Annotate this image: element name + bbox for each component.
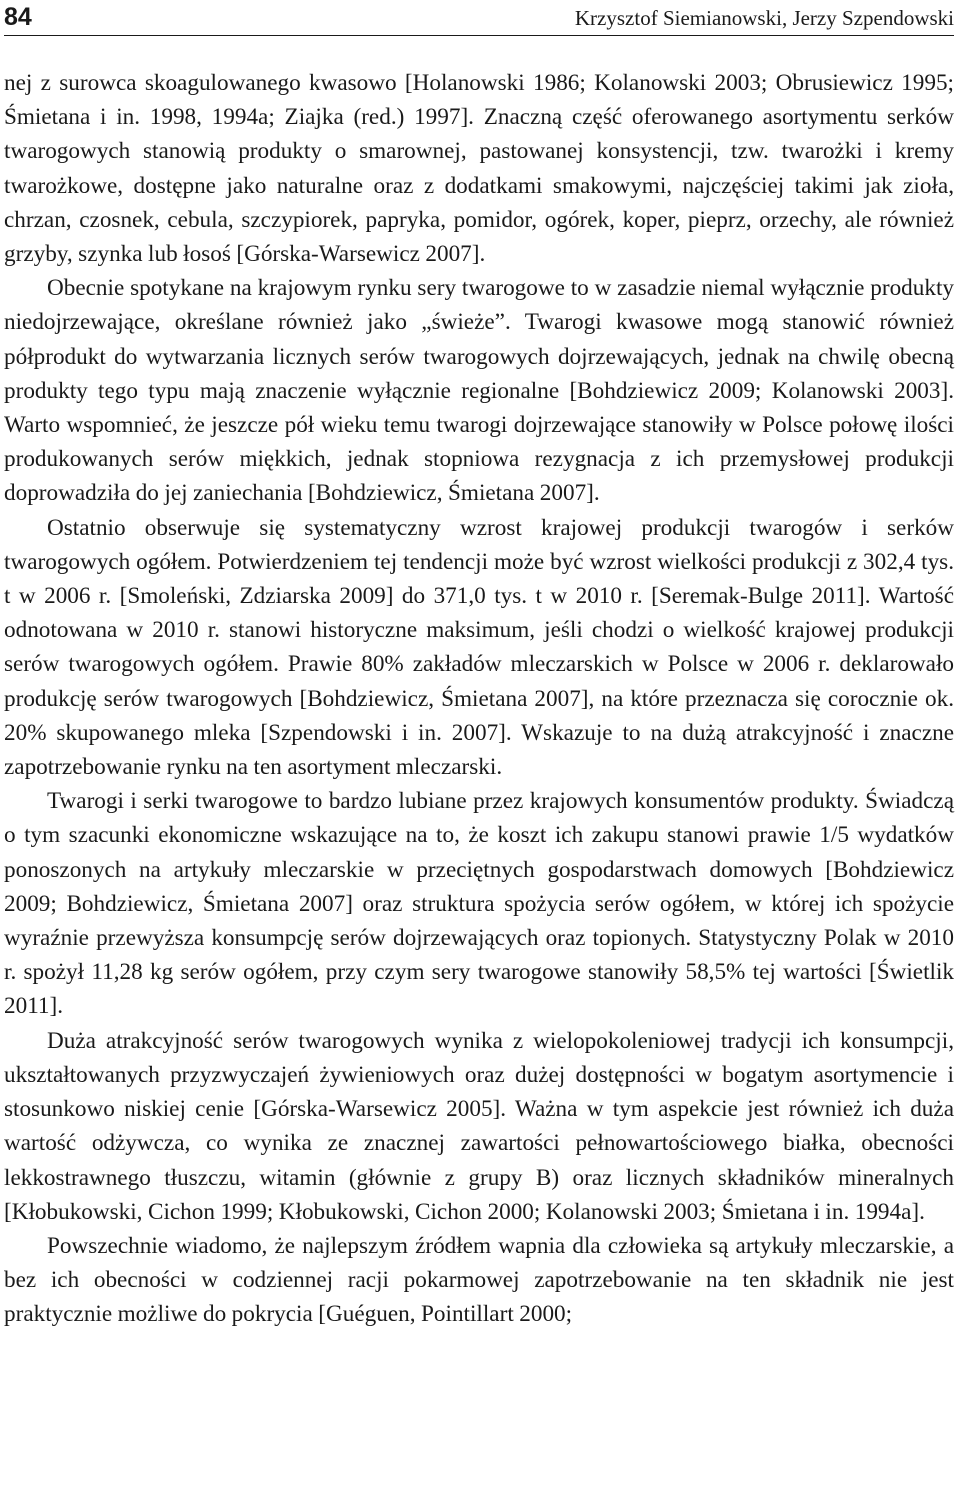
- paragraph: Duża atrakcyjność serów twarogowych wynika z wielopokoleniowej tradycji ich konsumpcji, ukształtowanych przyzwyczajeń żywieniowych oraz dużej dostępności w bogatym asortymencie i stosunkowo niskiej cenie [Górska-Warsewicz 2005]. Ważna w tym aspekcie jest również ich duża wartość odżywcza, co wynika ze znacznej zawartości pełnowartościowego białka, obecności lekkostrawnego tłuszczu, witamin (głównie z grupy B) oraz licznych składników mineralnych [Kłobukowski, Cichon 1999; Kłobukowski, Cichon 2000; Kolanowski 2003; Śmietana i in. 1994a].: [4, 1027, 954, 1225]
- paragraph: Ostatnio obserwuje się systematyczny wzrost krajowej produkcji twarogów i serków twarogowych ogółem. Potwierdzeniem tej tendencji może być wzrost wielkości produkcji z 302,4 tys. t w 2006 r. [Smoleński, Zdziarska 2009] do 371,0 tys. t w 2010 r. [Seremak-Bulge 2011]. Wartość odnotowana w 2010 r. stanowi historyczne maksimum, jeśli chodzi o wielkość krajowej produkcji serów twarogowych ogółem. Prawie 80% zakładów mleczarskich w Polsce w 2006 r. deklarowało produkcję serów twarogowych [Bohdziewicz, Śmietana 2007], na które przeznacza się corocznie ok. 20% skupowanego mleka [Szpendowski i in. 2007]. Wskazuje to na dużą atrakcyjność i znaczne zapotrzebowanie rynku na ten asortyment mleczarski.: [4, 514, 954, 781]
- running-header: [4, 0, 954, 36]
- paragraph: Obecnie spotykane na krajowym rynku sery twarogowe to w zasadzie niemal wyłącznie produkty niedojrzewające, określane również jako „świeże”. Twarogi kwasowe mogą stanowić również półprodukt do wytwarzania licznych serów twarogowych dojrzewających, jednak na chwilę obecną produkty tego typu mają znaczenie wyłącznie regionalne [Bohdziewicz 2009; Kolanowski 2003]. Warto wspomnieć, że jeszcze pół wieku temu twarogi dojrzewające stanowiły w Polsce połowę ilości produkowanych serów miękkich, jednak stopniowa rezygnacja z ich przemysłowej produkcji doprowadziła do jej zaniechania [Bohdziewicz, Śmietana 2007].: [4, 275, 954, 507]
- body-text: [4, 66, 954, 1332]
- running-header-authors: Krzysztof Siemianowski, Jerzy Szpendowski: [574, 6, 954, 30]
- paragraph: nej z surowca skoagulowanego kwasowo [Holanowski 1986; Kolanowski 2003; Obrusiewicz 1995; Śmietana i in. 1998, 1994a; Ziajka (red.) 1997]. Znaczną część oferowanego asortymentu serków twarogowych stanowią produkty o smarownej, pastowanej konsystencji, tzw. twarożki i kremy twarożkowe, dostępne jako naturalne oraz z dodatkami smakowymi, najczęściej takimi jak zioła, chrzan, czosnek, cebula, szczypiorek, papryka, pomidor, ogórek, koper, pieprz, orzechy, ale również grzyby, szynka lub łosoś [Górska-Warsewicz 2007].: [4, 70, 954, 268]
- paragraph: Powszechnie wiadomo, że najlepszym źródłem wapnia dla człowieka są artykuły mleczarskie, a bez ich obecności w codziennej racji pokarmowej zapotrzebowanie na ten składnik nie jest praktycznie możliwe do pokrycia [Guéguen, Pointillart 2000;: [4, 1232, 954, 1328]
- paragraph: Twarogi i serki twarogowe to bardzo lubiane przez krajowych konsumentów produkty. Świadczą o tym szacunki ekonomiczne wskazujące na to, że koszt ich zakupu stanowi prawie 1/5 wydatków ponoszonych na artykuły mleczarskie w przeciętnych gospodarstwach domowych [Bohdziewicz 2009; Bohdziewicz, Śmietana 2007] oraz struktura spożycia serów ogółem, w której ich spożycie wyraźnie przewyższa konsumpcję serów dojrzewających oraz topionych. Statystyczny Polak w 2010 r. spożył 11,28 kg serów ogółem, przy czym sery twarogowe stanowiły 58,5% tej wartości [Świetlik 2011].: [4, 788, 954, 1020]
- page-number: 84: [4, 3, 32, 31]
